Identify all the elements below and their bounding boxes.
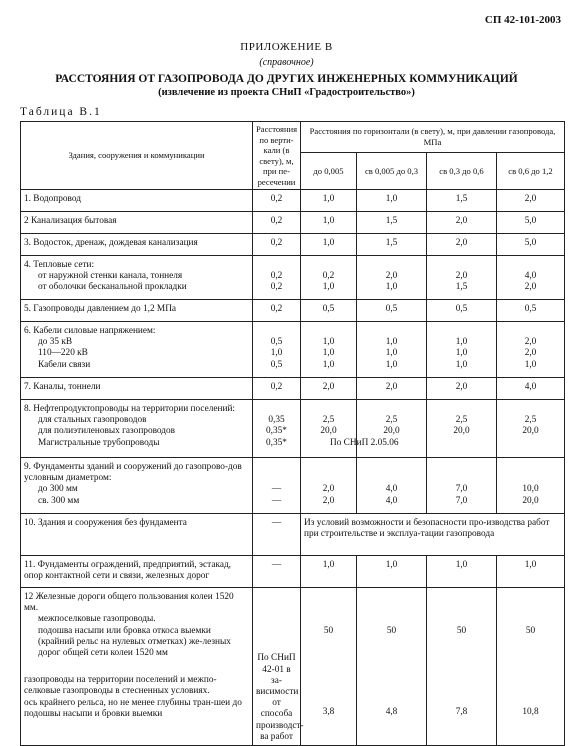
row-name-line: подошва насыпи или бровка откоса выемки (крайний рельс на нулевых отметках) же-лезных дорог общей сети колеи 1520 мм <box>38 625 231 659</box>
horizontal-distance <box>357 588 427 746</box>
value: 0,2 <box>270 194 283 204</box>
value: 2,5 <box>524 415 537 426</box>
horizontal-distance <box>497 322 565 378</box>
row-name <box>21 256 253 300</box>
value <box>304 260 353 271</box>
table-row <box>21 400 565 458</box>
value: 4,0 <box>385 495 398 506</box>
row-name-line: 1. Водопровод <box>24 194 81 204</box>
value: 2,0 <box>455 271 468 282</box>
table-row <box>21 588 565 746</box>
merged-note: По СНиП 2.05.06 <box>330 437 399 448</box>
value: 0,5 <box>270 337 283 348</box>
value: 1,0 <box>455 359 468 370</box>
value: 5,0 <box>524 238 537 248</box>
value: 0,5 <box>270 359 283 370</box>
value: 1,0 <box>322 282 335 293</box>
vertical-distance <box>253 322 301 378</box>
header-pressure-4: св 0,6 до 1,2 <box>497 152 565 189</box>
value: 50 <box>456 626 467 636</box>
row-name-line: для стальных газопроводов <box>38 415 147 426</box>
header-pressure-1: до 0,005 <box>301 152 357 189</box>
table-row <box>21 212 565 234</box>
row-name-line: до 35 кВ <box>38 337 73 348</box>
value <box>500 326 561 337</box>
horizontal-distance <box>357 234 427 256</box>
value: 7,0 <box>455 484 468 495</box>
header-objects: Здания, сооружения и коммуникации <box>21 122 253 190</box>
header-pressure-2: св 0,005 до 0,3 <box>357 152 427 189</box>
vertical-distance <box>253 556 301 588</box>
value <box>256 260 297 271</box>
row-name <box>21 300 253 322</box>
horizontal-distance <box>301 458 357 514</box>
value: 0,2 <box>270 382 283 392</box>
table-row <box>21 300 565 322</box>
value: 2,0 <box>385 382 398 392</box>
value: 1,0 <box>322 359 335 370</box>
horizontal-distance <box>330 400 427 458</box>
value <box>430 260 493 271</box>
value: 10,8 <box>522 707 539 718</box>
row-name-line: 5. Газопроводы давлением до 1,2 МПа <box>24 304 177 314</box>
value: 1,0 <box>322 337 335 348</box>
value: 1,0 <box>322 348 335 359</box>
row-name-line: 11. Фундаменты ограждений, предприятий, эстакад, опор контактной сети и связи, железных дорог <box>24 560 232 582</box>
table-row <box>21 378 565 400</box>
row-name-line: межпоселковые газопроводы. <box>38 614 156 625</box>
horizontal-distance <box>497 212 565 234</box>
value: 0,35 <box>268 415 285 426</box>
value: 0,35* <box>266 426 287 437</box>
value: 1,0 <box>322 560 335 570</box>
value: 2,0 <box>385 271 398 282</box>
horizontal-distance <box>427 378 497 400</box>
value: 1,0 <box>322 216 335 226</box>
value <box>304 404 353 415</box>
value: 50 <box>525 626 536 636</box>
reference-note: (справочное) <box>259 57 314 68</box>
vertical-distance <box>253 234 301 256</box>
horizontal-distance <box>497 190 565 212</box>
value: 0,5 <box>455 304 468 314</box>
value: 0,35* <box>266 437 287 448</box>
value <box>500 462 561 473</box>
row-name-line: 7. Каналы, тоннели <box>24 382 101 392</box>
horizontal-distance <box>497 400 565 458</box>
vertical-distance <box>253 514 301 556</box>
value <box>256 462 297 473</box>
row-name-line: 2 Канализация бытовая <box>24 216 117 226</box>
row-name <box>21 458 253 514</box>
value: 2,5 <box>385 415 398 426</box>
vertical-distance <box>253 256 301 300</box>
horizontal-distance <box>427 458 497 514</box>
vertical-distance <box>253 300 301 322</box>
value: 0,5 <box>322 304 335 314</box>
row-name <box>21 212 253 234</box>
value <box>500 260 561 271</box>
table-row <box>21 556 565 588</box>
vertical-distance <box>253 212 301 234</box>
table-label: Таблица В.1 <box>20 106 102 118</box>
horizontal-distance <box>427 212 497 234</box>
row-name-line: 6. Кабели силовые напряжением: <box>24 326 156 336</box>
value: 0,5 <box>385 304 398 314</box>
horizontal-distance <box>427 400 497 458</box>
main-title: РАССТОЯНИЯ ОТ ГАЗОПРОВОДА ДО ДРУГИХ ИНЖЕНЕРНЫХ КОММУНИКАЦИЙ <box>55 73 518 85</box>
value: 1,0 <box>270 348 283 359</box>
row-name-line: 110—220 кВ <box>38 348 88 359</box>
value: 4,0 <box>385 484 398 495</box>
value: 2,0 <box>524 337 537 348</box>
value: 50 <box>386 626 397 636</box>
value: 1,0 <box>385 337 398 348</box>
value: 7,8 <box>455 707 468 718</box>
distances-table <box>20 121 565 746</box>
value <box>304 473 353 484</box>
row-name-line: 12 Железные дороги общего пользования колеи 1520 мм. <box>24 592 234 614</box>
horizontal-distance <box>427 322 497 378</box>
value: 7,0 <box>455 495 468 506</box>
value: 0,2 <box>270 304 283 314</box>
row-name-line: от наружной стенки канала, тоннеля <box>38 271 183 282</box>
vertical-distance <box>253 400 301 458</box>
value: 20,0 <box>320 426 337 437</box>
value <box>304 462 353 473</box>
value <box>500 438 561 449</box>
value: 50 <box>323 626 334 636</box>
value <box>256 404 297 415</box>
value: 1,0 <box>455 560 468 570</box>
value: 4,0 <box>524 271 537 282</box>
value <box>500 404 561 415</box>
value: 20,0 <box>522 495 539 506</box>
row-name-line: 4. Тепловые сети: <box>24 260 95 270</box>
header-horizontal: Расстояния по горизонтали (в свету), м, при давлении газопровода, МПа <box>301 122 565 153</box>
horizontal-distance <box>357 556 427 588</box>
row-name-line: 9. Фундаменты зданий и сооружений до газопрово-дов условным диаметром: <box>24 462 242 484</box>
value: 1,5 <box>455 282 468 293</box>
value: 1,0 <box>455 337 468 348</box>
value <box>430 473 493 484</box>
horizontal-distance <box>497 234 565 256</box>
value <box>360 260 423 271</box>
row-name <box>21 322 253 378</box>
value: 1,5 <box>385 216 398 226</box>
horizontal-distance <box>301 256 357 300</box>
value: 0,2 <box>270 216 283 226</box>
value <box>360 326 423 337</box>
value: — <box>271 495 282 506</box>
table-row <box>21 256 565 300</box>
horizontal-distance <box>357 256 427 300</box>
value: 2,0 <box>322 484 335 495</box>
horizontal-distance <box>357 300 427 322</box>
value: 2,0 <box>455 382 468 392</box>
table-row <box>21 514 565 556</box>
value <box>360 462 423 473</box>
value: 1,5 <box>455 194 468 204</box>
table-row <box>21 190 565 212</box>
value: 20,0 <box>453 426 470 437</box>
value: 0,5 <box>524 304 537 314</box>
value <box>256 326 297 337</box>
value: 2,5 <box>322 415 335 426</box>
horizontal-distance <box>301 322 357 378</box>
row-name <box>21 514 253 556</box>
horizontal-distance <box>357 190 427 212</box>
row-name <box>21 588 253 746</box>
row-name-line: св. 300 мм <box>38 495 80 506</box>
value: 3,8 <box>322 707 335 718</box>
horizontal-distance <box>357 458 427 514</box>
value <box>430 404 493 415</box>
vertical-distance <box>253 190 301 212</box>
value: 2,0 <box>455 238 468 248</box>
horizontal-distance <box>301 190 357 212</box>
horizontal-distance <box>301 300 357 322</box>
value: 0,2 <box>270 271 283 282</box>
horizontal-distance <box>301 378 357 400</box>
header-vertical: Расстояния по верти-кали (в свету), м, при пе-ресечении <box>253 122 301 190</box>
value <box>430 438 493 449</box>
value: 1,5 <box>385 238 398 248</box>
row-name <box>21 400 253 458</box>
value: 5,0 <box>524 216 537 226</box>
header-pressure-3: св 0,3 до 0,6 <box>427 152 497 189</box>
horizontal-distance <box>427 190 497 212</box>
value: — <box>271 560 282 570</box>
document-code: СП 42-101-2003 <box>484 14 561 26</box>
horizontal-distance <box>497 256 565 300</box>
horizontal-distance <box>357 378 427 400</box>
row-name-line: 10. Здания и сооружения без фундамента <box>24 518 187 528</box>
value: 2,0 <box>322 382 335 392</box>
horizontal-distance <box>497 378 565 400</box>
row-name-line: для полиэтиленовых газопроводов <box>38 426 176 437</box>
vertical-distance <box>253 378 301 400</box>
value: 2,0 <box>524 348 537 359</box>
horizontal-distance <box>497 588 565 746</box>
row-name-line: ось крайнего рельса, но не менее глубины тран-шеи до подошвы насыпи и бровки выемки <box>24 697 242 719</box>
value: 2,0 <box>524 194 537 204</box>
value: 20,0 <box>522 426 539 437</box>
row-name <box>21 234 253 256</box>
value: 1,0 <box>385 560 398 570</box>
horizontal-distance <box>301 234 357 256</box>
horizontal-distance <box>427 300 497 322</box>
value: 1,0 <box>455 348 468 359</box>
value: 1,0 <box>322 238 335 248</box>
row-name-line: Кабели связи <box>38 359 91 370</box>
horizontal-distance <box>427 588 497 746</box>
horizontal-distance <box>497 300 565 322</box>
value: 2,0 <box>455 216 468 226</box>
value <box>430 326 493 337</box>
appendix-title: ПРИЛОЖЕНИЕ В <box>240 41 333 53</box>
horizontal-distance <box>497 556 565 588</box>
value <box>360 404 423 415</box>
row-name-line: 3. Водосток, дренаж, дождевая канализация <box>24 238 198 248</box>
value: 1,0 <box>524 359 537 370</box>
value: 2,0 <box>322 495 335 506</box>
row-name-line: газопроводы на территории поселений и межпо-селковые газопроводы в стесненных условиях. <box>24 675 217 697</box>
vertical-distance: По СНиП 42-01 в за-висимости от способа производст-ва работ <box>253 588 301 746</box>
horizontal-distance <box>301 588 357 746</box>
row-name-line: Магистральные трубопроводы <box>38 437 160 448</box>
value: — <box>271 518 282 528</box>
row-name <box>21 190 253 212</box>
value: 0,2 <box>270 282 283 293</box>
value: 1,0 <box>385 359 398 370</box>
horizontal-distance <box>357 212 427 234</box>
value: 2,0 <box>524 282 537 293</box>
value: 1,0 <box>385 348 398 359</box>
value: 20,0 <box>383 426 400 437</box>
horizontal-distance <box>427 234 497 256</box>
value: 1,0 <box>524 560 537 570</box>
value: 10,0 <box>522 484 539 495</box>
horizontal-distance <box>301 556 357 588</box>
subtitle: (извлечение из проекта СНиП «Градостроительство») <box>158 87 415 98</box>
horizontal-distance <box>301 212 357 234</box>
value: 2,5 <box>455 415 468 426</box>
horizontal-distance <box>427 256 497 300</box>
row-name-line: от оболочки бесканальной прокладки <box>38 282 187 293</box>
value <box>500 473 561 484</box>
value: 1,0 <box>385 282 398 293</box>
value <box>430 462 493 473</box>
value: 1,0 <box>322 194 335 204</box>
value: 0,2 <box>270 238 283 248</box>
value <box>304 326 353 337</box>
horizontal-distance <box>497 458 565 514</box>
row-name-line: до 300 мм <box>38 484 78 495</box>
table-row <box>21 234 565 256</box>
table-row <box>21 458 565 514</box>
value: 4,8 <box>385 707 398 718</box>
horizontal-distance <box>357 322 427 378</box>
value: 4,0 <box>524 382 537 392</box>
horizontal-distance <box>427 556 497 588</box>
merged-note: Из условий возможности и безопасности про-изводства работ при строительстве и эксплуа-тации газопровода <box>301 514 565 556</box>
value <box>360 473 423 484</box>
vertical-distance <box>253 458 301 514</box>
value: 1,0 <box>385 194 398 204</box>
row-name-line: 8. Нефтепродуктопроводы на территории поселений: <box>24 404 236 414</box>
value: — <box>271 484 282 495</box>
table-row <box>21 322 565 378</box>
value: 0,2 <box>322 271 335 282</box>
title-block <box>0 40 573 99</box>
value <box>256 473 297 484</box>
row-name <box>21 556 253 588</box>
row-name <box>21 378 253 400</box>
